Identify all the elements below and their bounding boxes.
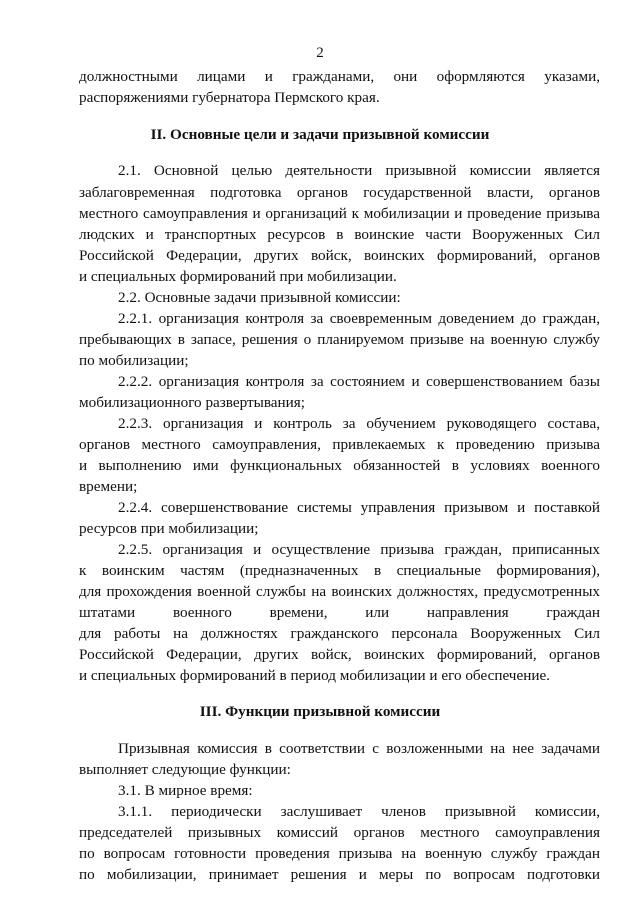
text-line: по вопросам готовности проведения призыва на военную службу граждан <box>79 845 600 862</box>
paragraph-first-line: 3.1. В мирное время: <box>118 782 253 799</box>
text-line: по мобилизации, принимает решения и меры по вопросам подготовки <box>79 866 600 883</box>
paragraph-first-line: 2.2.5. организация и осуществление призыва граждан, приписанных <box>118 541 600 558</box>
section-heading-2: II. Основные цели и задачи призывной комиссии <box>150 126 490 143</box>
text-line: и специальных формирований в период мобилизации и его обеспечение. <box>79 667 550 684</box>
text-line: органов местного самоуправления, привлекаемых к проведению призыва <box>79 436 600 453</box>
text-line: и специальных формирований при мобилизации. <box>79 268 397 285</box>
text-line: распоряжениями губернатора Пермского края. <box>79 89 380 106</box>
text-line: мобилизационного развертывания; <box>79 394 306 411</box>
paragraph-first-line: 2.2. Основные задачи призывной комиссии: <box>118 289 401 306</box>
text-line: людских и транспортных ресурсов в воинские части Вооруженных Сил <box>79 226 600 243</box>
paragraph-first-line: 2.2.3. организация и контроль за обучением руководящего состава, <box>118 415 600 432</box>
text-line: времени; <box>79 478 138 495</box>
page-number: 2 <box>316 45 324 61</box>
text-line: к воинским частям (предназначенных в специальные формирования), <box>79 562 600 579</box>
text-line: штатами военного времени, или направления граждан <box>79 604 600 621</box>
paragraph-first-line: 2.2.4. совершенствование системы управления призывом и поставкой <box>118 499 600 516</box>
text-line: председателей призывных комиссий органов местного самоуправления <box>79 824 600 841</box>
text-line: Российской Федерации, других войск, воинских формирований, органов <box>79 247 600 264</box>
paragraph-first-line: 2.2.2. организация контроля за состоянием и совершенствованием базы <box>118 373 600 390</box>
text-line: ресурсов при мобилизации; <box>79 520 259 537</box>
text-line: для прохождения военной службы на воинских должностях, предусмотренных <box>79 583 600 600</box>
paragraph-first-line: Призывная комиссия в соответствии с возложенными на нее задачами <box>118 740 600 757</box>
paragraph-first-line: 2.1. Основной целью деятельности призывной комиссии является <box>118 162 600 179</box>
section-heading-3: III. Функции призывной комиссии <box>199 703 441 720</box>
text-line: заблаговременная подготовка органов государственной власти, органов <box>79 184 600 201</box>
text-line: для работы на должностях гражданского персонала Вооруженных Сил <box>79 625 600 642</box>
text-line: по мобилизации; <box>79 352 189 369</box>
text-line: Российской Федерации, других войск, воинских формирований, органов <box>79 646 600 663</box>
text-line: пребывающих в запасе, решения о планируемом призыве на военную службу <box>79 331 600 348</box>
text-line: и выполнению ими функциональных обязанностей в условиях военного <box>79 457 600 474</box>
text-line: выполняет следующие функции: <box>79 761 291 778</box>
text-line: должностными лицами и гражданами, они оформляются указами, <box>79 68 600 85</box>
paragraph-first-line: 2.2.1. организация контроля за своевременным доведением до граждан, <box>118 310 600 327</box>
paragraph-first-line: 3.1.1. периодически заслушивает членов призывной комиссии, <box>118 803 600 820</box>
text-line: местного самоуправления и организаций к мобилизации и проведение призыва <box>79 205 600 222</box>
